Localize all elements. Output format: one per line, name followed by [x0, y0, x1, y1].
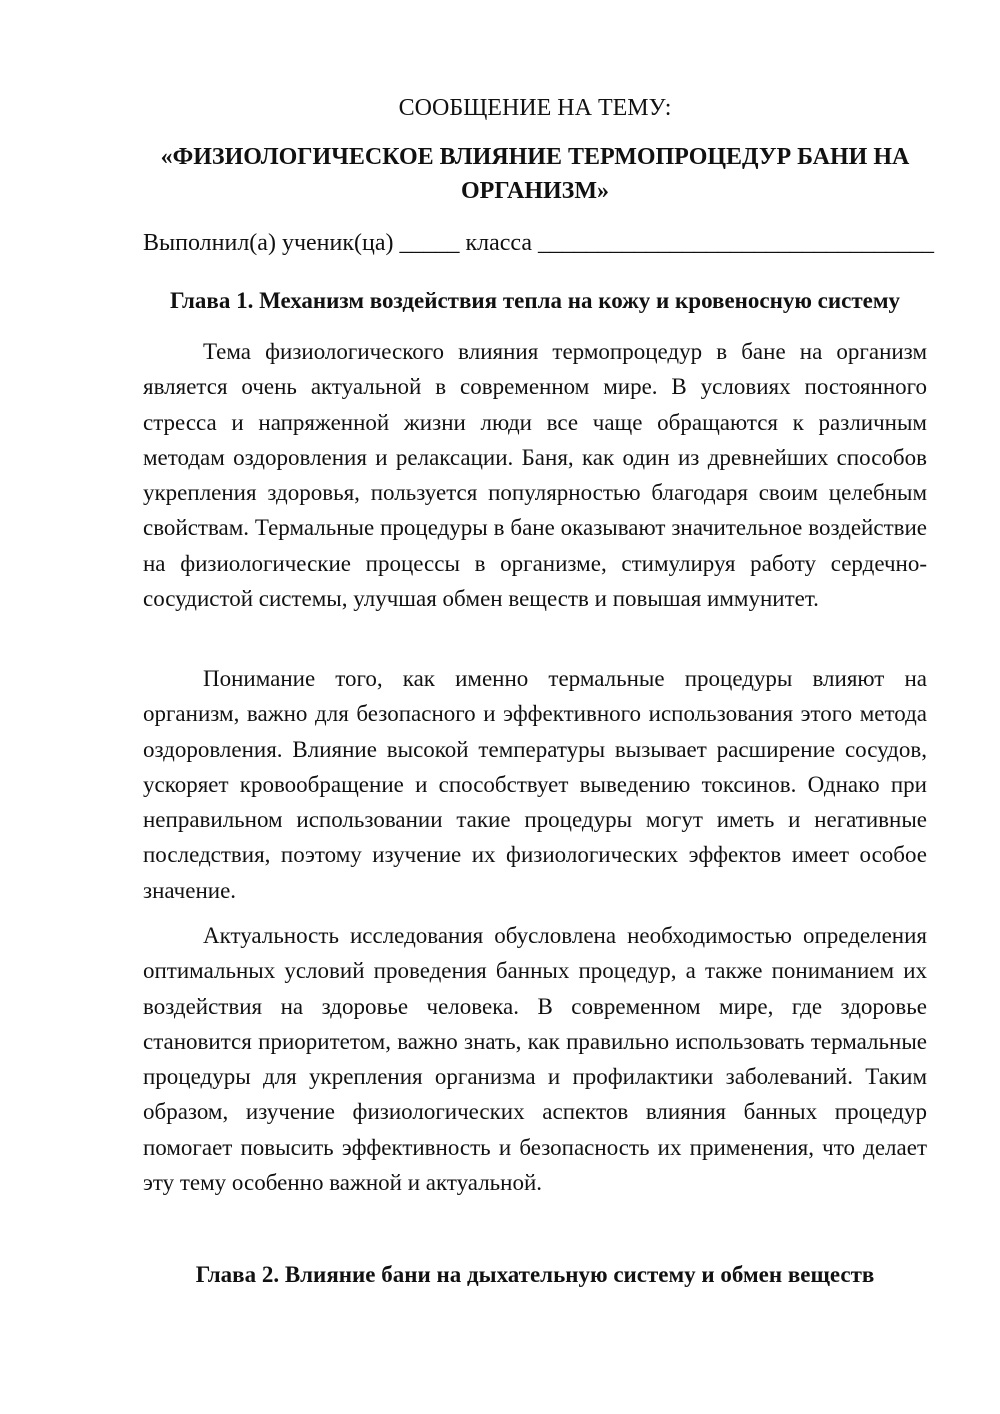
document-label: СООБЩЕНИЕ НА ТЕМУ:: [398, 95, 672, 121]
chapter-2-title: Глава 2. Влияние бани на дыхательную систему и обмен веществ: [195, 1262, 875, 1287]
chapter-1-paragraph-2: Понимание того, как именно термальные процедуры влияют на организм, важно для безопасного и эффективного использования этого метода оздоровления. Влияние высокой температуры вызывает расширение сосудов, ускоряет кровообращение и способствует выведению токсинов. Однако при неправильном использовании такие процедуры могут иметь и негативные последствия, поэтому изучение их физиологических эффектов имеет особое значение.: [143, 666, 927, 903]
author-line: Выполнил(а) ученик(ца) _____ класса _________________________________: [143, 230, 935, 256]
chapter-1-paragraph-1: Тема физиологического влияния термопроцедур в бане на организм является очень актуальной в современном мире. В условиях постоянного стресса и напряженной жизни люди все чаще обращаются к различным методам оздоровления и релаксации. Баня, как один из древнейших способов укрепления здоровья, пользуется популярностью благодаря своим целебным свойствам. Термальные процедуры в бане оказывают значительное воздействие на физиологические процессы в организме, стимулируя работу сердечно-сосудистой системы, улучшая обмен веществ и повышая иммунитет.: [143, 339, 927, 612]
chapter-1-title: Глава 1. Механизм воздействия тепла на кожу и кровеносную систему: [169, 288, 901, 313]
chapter-1-paragraph-3: Актуальность исследования обусловлена необходимостью определения оптимальных условий проведения банных процедур, а также пониманием их воздействия на здоровье человека. В современном мире, где здоровье становится приоритетом, важно знать, как правильно использовать термальные процедуры для укрепления организма и профилактики заболеваний. Таким образом, изучение физиологических аспектов влияния банных процедур помогает повысить эффективность и безопасность их применения, что делает эту тему особенно важной и актуальной.: [143, 923, 927, 1196]
document-title: «ФИЗИОЛОГИЧЕСКОЕ ВЛИЯНИЕ ТЕРМОПРОЦЕДУР БАНИ НА ОРГАНИЗМ»: [160, 144, 910, 204]
